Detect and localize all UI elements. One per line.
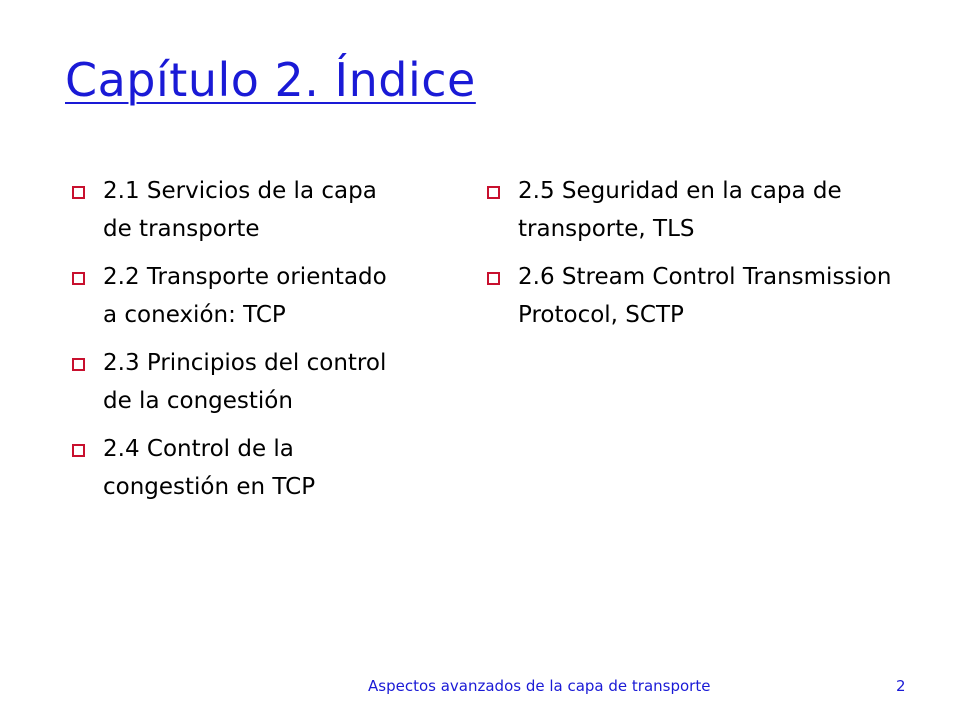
square-bullet-icon xyxy=(72,272,85,285)
list-item-text: 2.5 Seguridad en la capa de transporte, TLS xyxy=(518,178,842,242)
slide-footer: Aspectos avanzados de la capa de transporte xyxy=(368,677,711,695)
list-item xyxy=(485,258,895,334)
right-bullet-list xyxy=(485,172,895,344)
square-bullet-icon xyxy=(72,186,85,199)
list-item-text: 2.4 Control de la congestión en TCP xyxy=(103,436,316,500)
list-item xyxy=(70,172,390,248)
square-bullet-icon xyxy=(487,272,500,285)
list-item-text: 2.3 Principios del control de la congestión xyxy=(103,350,387,414)
list-item xyxy=(70,430,390,506)
list-item xyxy=(485,172,895,248)
page-number: 2 xyxy=(896,677,906,695)
square-bullet-icon xyxy=(72,444,85,457)
square-bullet-icon xyxy=(72,358,85,371)
list-item xyxy=(70,344,390,420)
square-bullet-icon xyxy=(487,186,500,199)
list-item-text: 2.1 Servicios de la capa de transporte xyxy=(103,178,377,242)
list-item-text: 2.6 Stream Control Transmission Protocol, SCTP xyxy=(518,264,892,328)
list-item-text: 2.2 Transporte orientado a conexión: TCP xyxy=(103,264,387,328)
left-bullet-list xyxy=(70,172,390,516)
list-item xyxy=(70,258,390,334)
slide-title: Capítulo 2. Índice xyxy=(65,53,476,107)
